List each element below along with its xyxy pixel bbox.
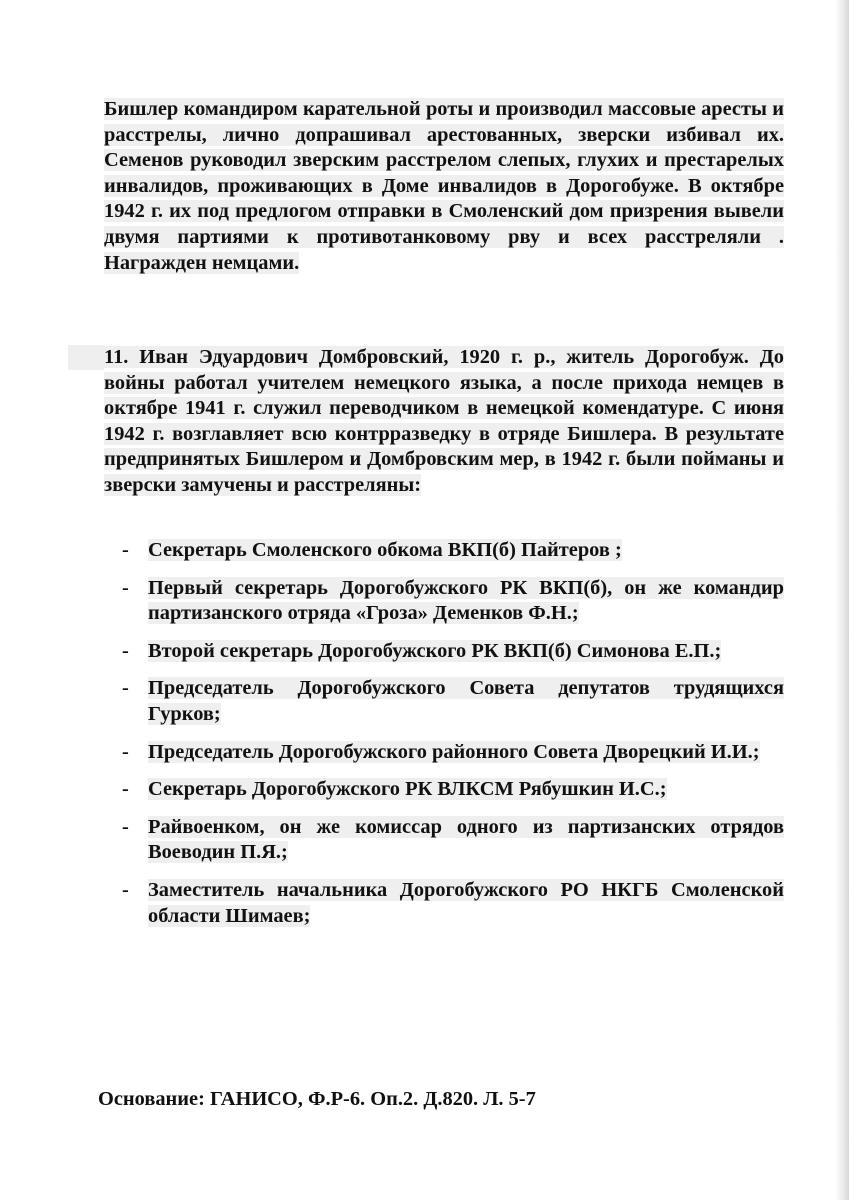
continued-paragraph-text: Бишлер командиром карательной роты и производил массовые аресты и расстрелы, лично допрашивал арестованных, зверски избивал их. Семенов руководил зверским расстрелом слепых, глухих и престарелых инвалидов, проживающих в Доме инвалидов в Дорогобуже. В октябре 1942 г. их под предлогом отправки в Смоленский дом призрения вывели двумя партиями к противотанковому рву и всех расстреляли . Награжден немцами. [104,98,784,274]
bullet-dash: - [122,878,129,901]
list-item-text: Второй секретарь Дорогобужского РК ВКП(б) Симонова Е.П.; [148,639,722,662]
continued-paragraph [104,97,784,276]
list-item [104,538,784,564]
bullet-dash: - [122,778,129,801]
bullet-dash: - [122,740,129,763]
paragraph-indent-highlight [68,345,104,370]
victims-list [104,538,784,941]
list-item [104,777,784,803]
list-item-text: Заместитель начальника Дорогобужского РО НКГБ Смоленской области Шимаев; [148,878,784,927]
paragraph-11-text: 11. Иван Эдуардович Домбровский, 1920 г. р., житель Дорогобуж. До войны работал учителем немецкого языка, а после прихода немцев в октябре 1941 г. служил переводчиком в немецкой комендатуре. С июня 1942 г. возглавляет всю контрразведку в отряде Бишлера. В результате предпринятых Бишлером и Домбровским мер, в 1942 г. были пойманы и зверски замучены и расстреляны: [104,346,784,496]
bullet-dash: - [122,576,129,599]
list-item [104,878,784,929]
list-item-text: Председатель Дорогобужского Совета депутатов трудящихся Гурков; [148,677,784,725]
page-edge-shadow [835,0,849,1200]
paragraph-11 [104,345,784,499]
list-item [104,576,784,627]
bullet-dash: - [122,639,129,662]
list-item-text: Первый секретарь Дорогобужского РК ВКП(б), он же командир партизанского отряда «Гроза» Деменков Ф.Н.; [148,576,784,625]
list-item [104,815,784,866]
bullet-dash: - [122,539,129,561]
list-item [104,740,784,766]
bullet-dash: - [122,815,129,838]
list-item-text: Секретарь Смоленского обкома ВКП(б) Пайтеров ; [148,539,622,561]
list-item [104,639,784,665]
list-item [104,676,784,727]
list-item-text: Председатель Дорогобужского районного Совета Дворецкий И.И.; [148,740,760,763]
list-item-text: Секретарь Дорогобужского РК ВЛКСМ Рябушкин И.С.; [148,778,667,801]
archive-basis-reference: Основание: ГАНИСО, Ф.Р-6. Оп.2. Д.820. Л. 5-7 [98,1088,536,1110]
bullet-dash: - [122,677,129,700]
list-item-text: Райвоенком, он же комиссар одного из партизанских отрядов Воеводин П.Я.; [148,815,784,864]
